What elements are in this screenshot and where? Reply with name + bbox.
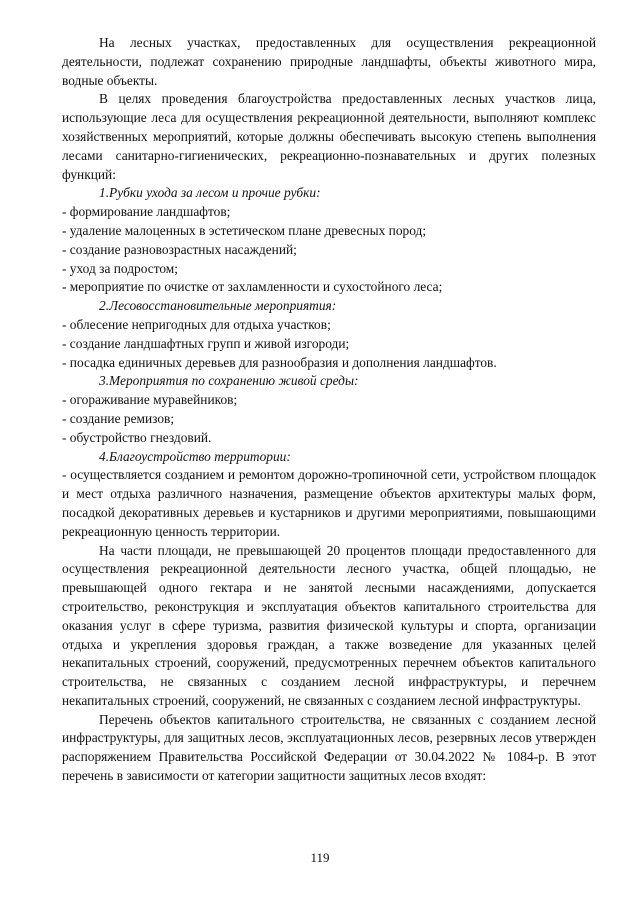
page-number: 119 [310,850,330,865]
list-item: - создание разновозрастных насаждений; [62,241,297,257]
section-heading-4: 4.Благоустройство территории: [99,448,291,464]
list-item: - уход за подростом; [62,260,179,276]
list-item: - создание ремизов; [62,410,175,426]
list-item: - мероприятие по очистке от захламленности и сухостойного леса; [62,279,443,295]
section-heading-2: 2.Лесовосстановительные мероприятия: [99,298,337,314]
list-item: - посадка единичных деревьев для разнообразия и дополнения ландшафтов. [62,354,497,370]
list-item: - облесение непригодных для отдыха участков; [62,316,331,332]
paragraph-2: В целях проведения благоустройства предоставленных лесных участков лица, использующие леса для осуществления рекреационной деятельности, выполняют комплекс хозяйственных мероприятий, которые должны обеспечивать высокую степень выполнения лесами санитарно-гигиенических, рекреационно-познавательных и других полезных функций: [62,91,596,182]
list-item: - обустройство гнездовий. [62,429,212,445]
list-item: - удаление малоценных в эстетическом плане древесных пород; [62,222,427,238]
section-heading-3: 3.Мероприятия по сохранению живой среды: [99,373,359,389]
list-item: - осуществляется созданием и ремонтом дорожно-тропиночной сети, устройством площадок и мест отдыха различного назначения, размещение объектов архитектуры малых форм, посадкой декоративных деревьев и кустарников и другими мероприятиями, повышающими рекреационную ценность территории. [62,467,596,539]
document-body [62,34,596,786]
paragraph-3: На части площади, не превышающей 20 процентов площади предоставленного для осуществления рекреационной деятельности лесного участка, общей площадью, не превышающей одного гектара и не занятой лесными насаждениями, допускается строительство, реконструкция и эксплуатация объектов капитального строительства для оказания услуг в сфере туризма, развития физической культуры и спорта, организации отдыха и укрепления здоровья граждан, а также возведение для указанных целей некапитальных строений, сооружений, предусмотренных перечнем объектов капитального строительства, не связанных с созданием лесной инфраструктуры, и перечнем некапитальных строений, сооружений, не связанных с созданием лесной инфраструктуры. [62,542,596,708]
paragraph-4: Перечень объектов капитального строительства, не связанных с созданием лесной инфраструктуры, для защитных лесов, эксплуатационных лесов, резервных лесов утвержден распоряжением Правительства Российской Федерации от 30.04.2022 № 1084-р. В этот перечень в зависимости от категории защитности защитных лесов входят: [62,711,596,784]
paragraph-1: На лесных участках, предоставленных для осуществления рекреационной деятельности, подлежат сохранению природные ландшафты, объекты животного мира, водные объекты. [62,35,596,88]
section-heading-1: 1.Рубки ухода за лесом и прочие рубки: [99,185,321,201]
list-item: - формирование ландшафтов; [62,204,231,220]
list-item: - создание ландшафтных групп и живой изгороди; [62,335,350,351]
list-item: - огораживание муравейников; [62,392,238,408]
